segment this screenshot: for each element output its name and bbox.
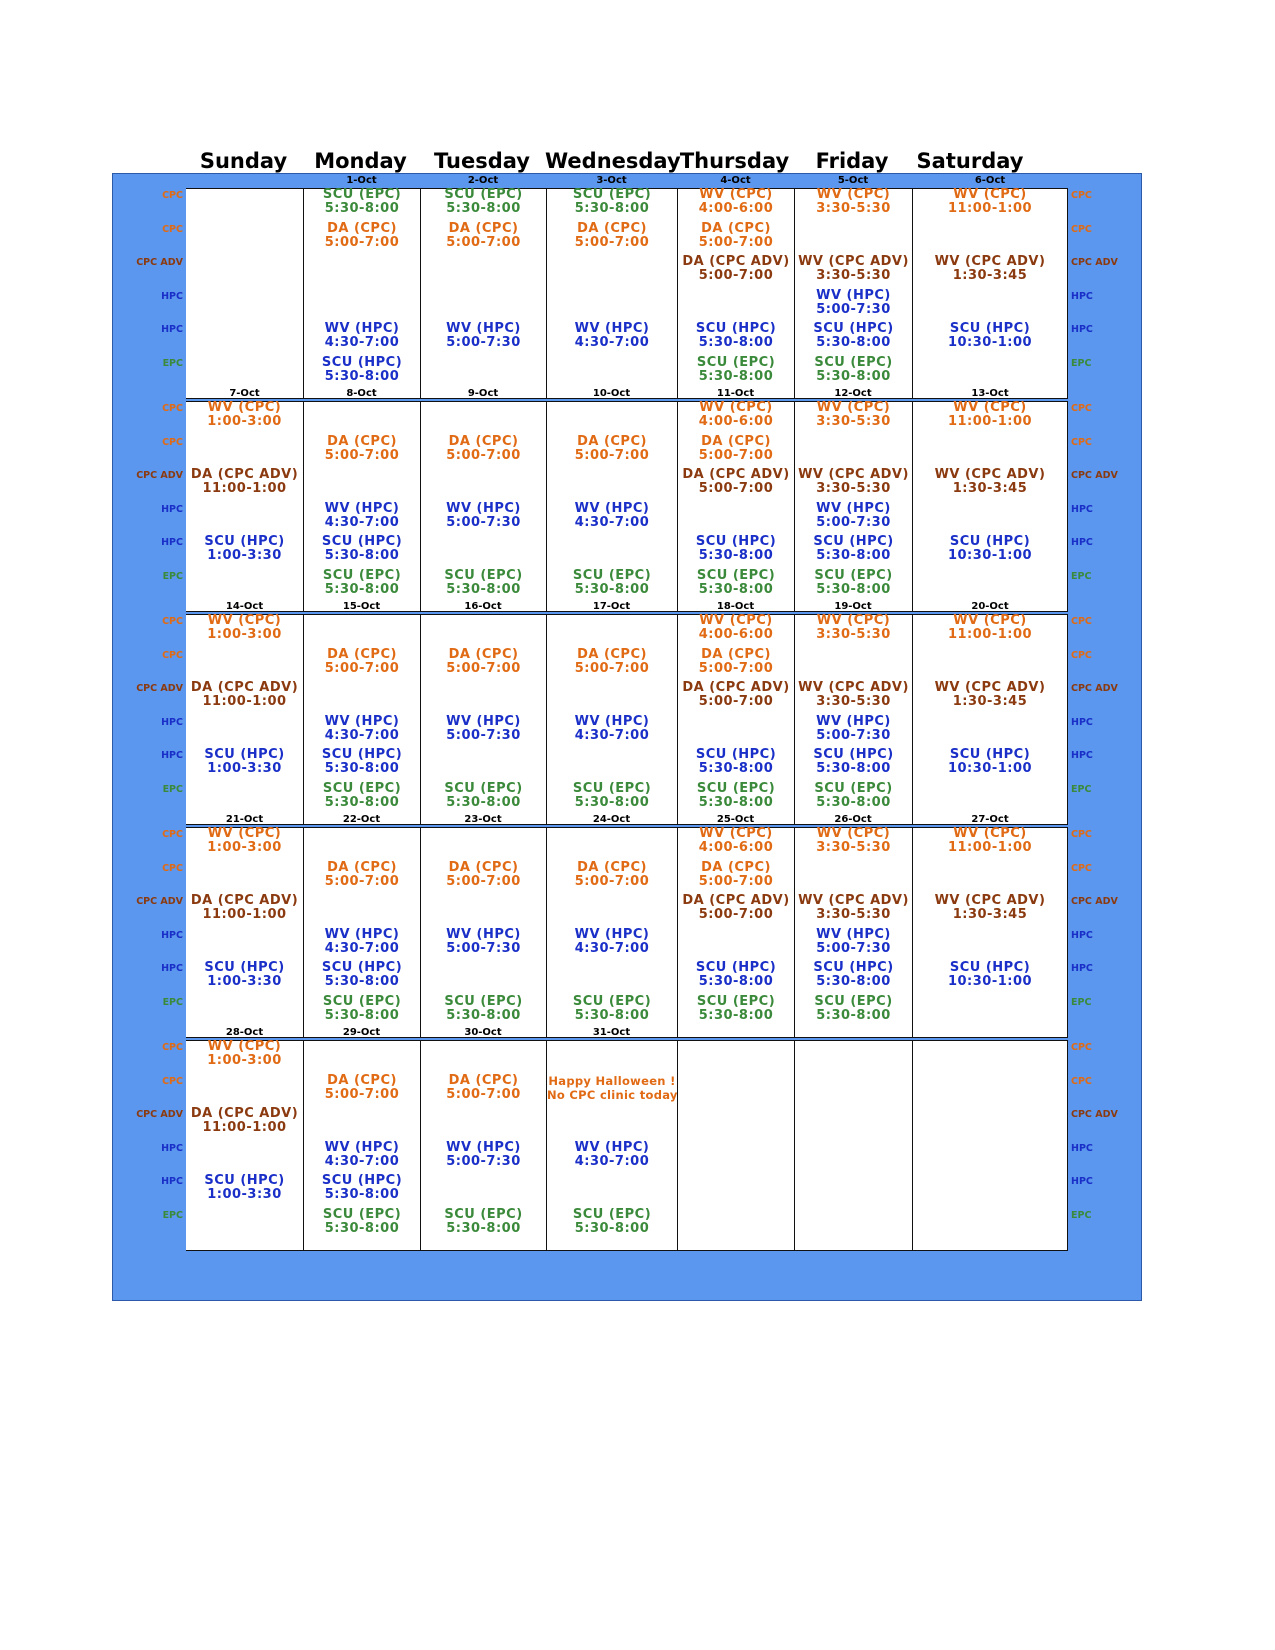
clinic-entry: SCU (HPC) 1:00-3:30 xyxy=(204,960,285,989)
row-label-right: HPC xyxy=(1071,291,1093,302)
row-label-right: HPC xyxy=(1071,1143,1093,1154)
date-label: 29-Oct xyxy=(342,1027,381,1038)
week-row xyxy=(113,174,1143,399)
clinic-entry: DA (CPC) 5:00-7:00 xyxy=(446,221,521,250)
clinic-entry: WV (CPC) 11:00-1:00 xyxy=(947,400,1033,429)
calendar-header xyxy=(0,0,1275,175)
clinic-entry: WV (CPC ADV) 3:30-5:30 xyxy=(798,254,909,283)
week-row xyxy=(113,1026,1143,1251)
week-row xyxy=(113,387,1143,612)
clinic-entry: SCU (EPC) 5:30-8:00 xyxy=(444,994,523,1023)
clinic-entry: SCU (EPC) 5:30-8:00 xyxy=(572,568,652,597)
clinic-entry: SCU (EPC) 5:30-8:00 xyxy=(696,568,776,597)
row-label-left: HPC xyxy=(161,291,183,302)
row-label-right: HPC xyxy=(1071,717,1093,728)
clinic-entry: SCU (EPC) 5:30-8:00 xyxy=(322,781,402,810)
clinic-entry: WV (CPC ADV) 1:30-3:45 xyxy=(934,893,1046,922)
clinic-entry: WV (CPC) 3:30-5:30 xyxy=(816,187,891,216)
date-label: 28-Oct xyxy=(225,1027,264,1038)
clinic-entry: WV (CPC ADV) 1:30-3:45 xyxy=(934,680,1046,709)
day-cell xyxy=(546,188,677,399)
clinic-entry: SCU (HPC) 10:30-1:00 xyxy=(947,747,1033,776)
clinic-entry: WV (HPC) 4:30-7:00 xyxy=(324,501,400,530)
date-label: 23-Oct xyxy=(464,814,502,825)
date-label: 20-Oct xyxy=(971,601,1009,612)
clinic-entry: WV (HPC) 4:30-7:00 xyxy=(574,714,650,743)
clinic-entry: SCU (HPC) 5:30-8:00 xyxy=(321,960,403,989)
clinic-entry: SCU (HPC) 5:30-8:00 xyxy=(813,960,894,989)
day-cell xyxy=(794,188,912,399)
row-label-left: HPC xyxy=(161,324,183,335)
row-label-left: CPC xyxy=(162,403,183,414)
row-label-left: CPC xyxy=(162,863,183,874)
clinic-entry: SCU (HPC) 10:30-1:00 xyxy=(947,534,1033,563)
clinic-entry: WV (CPC) 4:00-6:00 xyxy=(698,187,774,216)
clinic-entry: WV (CPC) 4:00-6:00 xyxy=(698,613,774,642)
date-label: 21-Oct xyxy=(225,814,264,825)
clinic-entry: DA (CPC) 5:00-7:00 xyxy=(324,860,400,889)
clinic-entry: WV (CPC) 1:00-3:00 xyxy=(207,1039,282,1068)
date-label xyxy=(794,1026,912,1040)
row-label-right: CPC xyxy=(1071,403,1092,414)
row-label-right: CPC xyxy=(1071,616,1092,627)
day-cell xyxy=(546,614,677,825)
clinic-entry: DA (CPC) 5:00-7:00 xyxy=(574,647,650,676)
day-header-friday: Friday xyxy=(815,149,889,173)
day-cell xyxy=(303,827,420,1038)
clinic-entry: SCU (EPC) 5:30-8:00 xyxy=(572,1207,652,1236)
clinic-entry: WV (CPC) 11:00-1:00 xyxy=(947,826,1033,855)
clinic-entry: WV (HPC) 4:30-7:00 xyxy=(324,1140,400,1169)
clinic-entry: WV (HPC) 5:00-7:30 xyxy=(446,927,521,956)
row-label-right: HPC xyxy=(1071,930,1093,941)
row-label-left: EPC xyxy=(162,1210,183,1221)
row-label-left: EPC xyxy=(162,997,183,1008)
clinic-entry: SCU (EPC) 5:30-8:00 xyxy=(814,994,893,1023)
day-cell xyxy=(677,827,794,1038)
clinic-entry: WV (CPC) 1:00-3:00 xyxy=(207,826,282,855)
clinic-entry: SCU (HPC) 5:30-8:00 xyxy=(695,321,777,350)
clinic-entry: SCU (EPC) 5:30-8:00 xyxy=(444,568,523,597)
clinic-entry: DA (CPC ADV) 11:00-1:00 xyxy=(190,467,299,496)
clinic-entry: WV (CPC ADV) 3:30-5:30 xyxy=(798,893,909,922)
day-header-tuesday: Tuesday xyxy=(434,149,530,173)
clinic-entry: WV (HPC) 4:30-7:00 xyxy=(324,321,400,350)
day-cell xyxy=(912,188,1068,399)
row-label-left: CPC ADV xyxy=(136,1109,183,1120)
clinic-entry: SCU (HPC) 1:00-3:30 xyxy=(204,534,285,563)
day-cell xyxy=(420,614,546,825)
row-label-right: HPC xyxy=(1071,537,1093,548)
clinic-entry: SCU (EPC) 5:30-8:00 xyxy=(814,781,893,810)
date-label: 15-Oct xyxy=(342,601,381,612)
row-label-left: CPC ADV xyxy=(136,683,183,694)
clinic-entry: SCU (EPC) 5:30-8:00 xyxy=(572,994,652,1023)
date-label xyxy=(186,174,303,188)
day-cell xyxy=(912,1040,1068,1251)
clinic-entry: SCU (EPC) 5:30-8:00 xyxy=(572,781,652,810)
row-label-left: CPC xyxy=(162,190,183,201)
clinic-entry: SCU (HPC) 5:30-8:00 xyxy=(695,534,777,563)
row-label-left: HPC xyxy=(161,930,183,941)
day-cell xyxy=(186,827,303,1038)
row-label-right: CPC xyxy=(1071,437,1092,448)
day-cell xyxy=(912,827,1068,1038)
week-row xyxy=(113,600,1143,825)
clinic-entry: DA (CPC) 5:00-7:00 xyxy=(446,1073,521,1102)
clinic-entry: WV (HPC) 5:00-7:30 xyxy=(446,321,521,350)
row-label-left: HPC xyxy=(161,504,183,515)
clinic-entry: SCU (HPC) 5:30-8:00 xyxy=(695,747,777,776)
row-label-right: CPC xyxy=(1071,863,1092,874)
date-label: 24-Oct xyxy=(592,814,631,825)
date-label: 27-Oct xyxy=(971,814,1009,825)
day-cell xyxy=(546,401,677,612)
day-header-sunday: Sunday xyxy=(199,149,288,173)
clinic-entry: SCU (EPC) 5:30-8:00 xyxy=(322,568,402,597)
clinic-entry: SCU (EPC) 5:30-8:00 xyxy=(814,568,893,597)
day-cell xyxy=(303,188,420,399)
row-label-left: CPC xyxy=(162,829,183,840)
row-label-left: HPC xyxy=(161,537,183,548)
day-cell xyxy=(794,1040,912,1251)
clinic-entry: WV (HPC) 4:30-7:00 xyxy=(574,501,650,530)
row-label-right: CPC ADV xyxy=(1071,470,1118,481)
clinic-entry: WV (CPC) 1:00-3:00 xyxy=(207,400,282,429)
day-header-thursday: Thursday xyxy=(679,149,790,173)
day-cell xyxy=(186,401,303,612)
clinic-entry: SCU (EPC) 5:30-8:00 xyxy=(444,187,523,216)
clinic-entry: DA (CPC ADV) 11:00-1:00 xyxy=(190,1106,299,1135)
day-cell xyxy=(677,614,794,825)
row-label-right: CPC ADV xyxy=(1071,683,1118,694)
clinic-entry: SCU (HPC) 5:30-8:00 xyxy=(813,747,894,776)
day-cell xyxy=(794,614,912,825)
clinic-entry: DA (CPC) 5:00-7:00 xyxy=(574,221,650,250)
clinic-entry: DA (CPC) 5:00-7:00 xyxy=(446,434,521,463)
row-label-left: EPC xyxy=(162,784,183,795)
day-cell xyxy=(677,188,794,399)
row-label-right: EPC xyxy=(1071,571,1092,582)
date-label: 13-Oct xyxy=(971,388,1009,399)
clinic-entry: SCU (HPC) 1:00-3:30 xyxy=(204,747,285,776)
clinic-entry: SCU (HPC) 5:30-8:00 xyxy=(321,1173,403,1202)
clinic-entry: DA (CPC) 5:00-7:00 xyxy=(698,647,774,676)
date-label: 1-Oct xyxy=(346,175,377,186)
clinic-entry: DA (CPC) 5:00-7:00 xyxy=(574,860,650,889)
day-cell xyxy=(794,827,912,1038)
date-label: 11-Oct xyxy=(716,388,755,399)
date-label: 16-Oct xyxy=(464,601,502,612)
date-label: 3-Oct xyxy=(596,175,627,186)
clinic-entry: WV (CPC) 1:00-3:00 xyxy=(207,613,282,642)
date-label: 12-Oct xyxy=(834,388,872,399)
day-cell xyxy=(912,614,1068,825)
date-label: 2-Oct xyxy=(467,175,499,186)
date-label: 22-Oct xyxy=(342,814,381,825)
holiday-note: Happy Halloween ! No CPC clinic today xyxy=(547,1074,678,1102)
clinic-entry: SCU (HPC) 5:30-8:00 xyxy=(813,534,894,563)
clinic-entry: WV (HPC) 5:00-7:30 xyxy=(816,288,891,317)
clinic-entry: SCU (EPC) 5:30-8:00 xyxy=(322,994,402,1023)
date-label: 9-Oct xyxy=(467,388,499,399)
row-label-left: HPC xyxy=(161,717,183,728)
clinic-entry: DA (CPC) 5:00-7:00 xyxy=(698,860,774,889)
clinic-entry: WV (HPC) 4:30-7:00 xyxy=(324,927,400,956)
clinic-entry: SCU (HPC) 1:00-3:30 xyxy=(204,1173,285,1202)
day-cell xyxy=(677,401,794,612)
row-label-left: HPC xyxy=(161,1143,183,1154)
clinic-entry: SCU (EPC) 5:30-8:00 xyxy=(322,1207,402,1236)
day-cell xyxy=(303,614,420,825)
clinic-entry: WV (CPC ADV) 1:30-3:45 xyxy=(934,254,1046,283)
row-label-right: CPC ADV xyxy=(1071,1109,1118,1120)
clinic-entry: SCU (EPC) 5:30-8:00 xyxy=(696,781,776,810)
clinic-entry: WV (HPC) 5:00-7:30 xyxy=(816,501,891,530)
day-header-wednesday: Wednesday xyxy=(545,149,681,173)
date-label: 7-Oct xyxy=(229,388,260,399)
row-label-right: CPC xyxy=(1071,1076,1092,1087)
row-label-right: HPC xyxy=(1071,750,1093,761)
date-label: 26-Oct xyxy=(834,814,872,825)
day-cell xyxy=(303,401,420,612)
clinic-entry: SCU (EPC) 5:30-8:00 xyxy=(814,355,893,384)
row-label-left: HPC xyxy=(161,1176,183,1187)
row-label-left: CPC xyxy=(162,616,183,627)
clinic-entry: SCU (HPC) 5:30-8:00 xyxy=(321,534,403,563)
date-label: 14-Oct xyxy=(225,601,264,612)
clinic-entry: SCU (EPC) 5:30-8:00 xyxy=(572,187,652,216)
clinic-entry: WV (CPC) 3:30-5:30 xyxy=(816,826,891,855)
clinic-entry: WV (CPC) 4:00-6:00 xyxy=(698,400,774,429)
clinic-entry: DA (CPC ADV) 11:00-1:00 xyxy=(190,893,299,922)
clinic-entry: SCU (HPC) 5:30-8:00 xyxy=(695,960,777,989)
date-label: 25-Oct xyxy=(716,814,755,825)
day-cell xyxy=(186,614,303,825)
row-label-left: CPC xyxy=(162,650,183,661)
row-label-left: EPC xyxy=(162,571,183,582)
date-label: 30-Oct xyxy=(464,1027,502,1038)
row-label-right: HPC xyxy=(1071,324,1093,335)
date-label xyxy=(677,1026,794,1040)
row-label-right: HPC xyxy=(1071,504,1093,515)
row-label-right: CPC xyxy=(1071,1042,1092,1053)
clinic-entry: SCU (EPC) 5:30-8:00 xyxy=(444,781,523,810)
calendar-grid xyxy=(112,173,1142,1301)
day-cell xyxy=(794,401,912,612)
clinic-entry: DA (CPC) 5:00-7:00 xyxy=(698,221,774,250)
clinic-entry: WV (CPC ADV) 1:30-3:45 xyxy=(934,467,1046,496)
clinic-entry: DA (CPC) 5:00-7:00 xyxy=(324,434,400,463)
day-cell xyxy=(420,827,546,1038)
clinic-entry: DA (CPC ADV) 5:00-7:00 xyxy=(682,467,790,496)
clinic-entry: SCU (EPC) 5:30-8:00 xyxy=(696,994,776,1023)
clinic-entry: SCU (EPC) 5:30-8:00 xyxy=(322,187,402,216)
clinic-entry: WV (CPC) 3:30-5:30 xyxy=(816,400,891,429)
week-row xyxy=(113,813,1143,1038)
clinic-entry: DA (CPC ADV) 5:00-7:00 xyxy=(682,680,790,709)
clinic-entry: SCU (HPC) 5:30-8:00 xyxy=(321,747,403,776)
row-label-right: CPC xyxy=(1071,829,1092,840)
date-label: 4-Oct xyxy=(720,175,751,186)
clinic-entry: WV (HPC) 4:30-7:00 xyxy=(324,714,400,743)
clinic-entry: WV (HPC) 5:00-7:30 xyxy=(446,714,521,743)
clinic-entry: DA (CPC) 5:00-7:00 xyxy=(324,1073,400,1102)
clinic-entry: WV (HPC) 5:00-7:30 xyxy=(816,714,891,743)
clinic-entry: WV (HPC) 5:00-7:30 xyxy=(816,927,891,956)
row-label-right: CPC ADV xyxy=(1071,896,1118,907)
row-label-left: EPC xyxy=(162,358,183,369)
date-label: 17-Oct xyxy=(592,601,631,612)
clinic-entry: WV (CPC ADV) 3:30-5:30 xyxy=(798,467,909,496)
clinic-entry: DA (CPC) 5:00-7:00 xyxy=(574,434,650,463)
row-label-left: CPC xyxy=(162,437,183,448)
day-cell xyxy=(546,827,677,1038)
day-header-monday: Monday xyxy=(314,149,407,173)
day-cell xyxy=(420,188,546,399)
date-label: 5-Oct xyxy=(837,175,869,186)
row-label-right: EPC xyxy=(1071,784,1092,795)
day-cell xyxy=(677,1040,794,1251)
row-label-right: HPC xyxy=(1071,963,1093,974)
day-cell xyxy=(186,1040,303,1251)
row-label-left: HPC xyxy=(161,963,183,974)
row-label-right: CPC xyxy=(1071,190,1092,201)
clinic-entry: SCU (HPC) 5:30-8:00 xyxy=(321,355,403,384)
clinic-entry: DA (CPC ADV) 5:00-7:00 xyxy=(682,893,790,922)
row-label-right: EPC xyxy=(1071,997,1092,1008)
day-cell xyxy=(420,1040,546,1251)
row-label-left: CPC ADV xyxy=(136,257,183,268)
clinic-entry: DA (CPC ADV) 11:00-1:00 xyxy=(190,680,299,709)
clinic-entry: SCU (EPC) 5:30-8:00 xyxy=(696,355,776,384)
clinic-entry: SCU (EPC) 5:30-8:00 xyxy=(444,1207,523,1236)
clinic-entry: SCU (HPC) 10:30-1:00 xyxy=(947,960,1033,989)
row-label-left: HPC xyxy=(161,750,183,761)
day-cell xyxy=(186,188,303,399)
clinic-entry: DA (CPC) 5:00-7:00 xyxy=(324,647,400,676)
day-cell xyxy=(303,1040,420,1251)
date-label: 19-Oct xyxy=(834,601,872,612)
row-label-right: EPC xyxy=(1071,1210,1092,1221)
row-label-right: HPC xyxy=(1071,1176,1093,1187)
day-cell xyxy=(546,1040,677,1251)
clinic-entry: WV (CPC) 3:30-5:30 xyxy=(816,613,891,642)
date-label: 8-Oct xyxy=(346,388,377,399)
clinic-entry: WV (CPC) 11:00-1:00 xyxy=(947,613,1033,642)
date-label: 18-Oct xyxy=(716,601,755,612)
clinic-entry: WV (HPC) 4:30-7:00 xyxy=(574,321,650,350)
day-cell xyxy=(912,401,1068,612)
clinic-entry: SCU (HPC) 10:30-1:00 xyxy=(947,321,1033,350)
date-label: 31-Oct xyxy=(592,1027,631,1038)
row-label-right: CPC ADV xyxy=(1071,257,1118,268)
date-label: 6-Oct xyxy=(974,175,1006,186)
clinic-entry: WV (HPC) 5:00-7:30 xyxy=(446,501,521,530)
row-label-left: CPC ADV xyxy=(136,896,183,907)
row-label-left: CPC xyxy=(162,1042,183,1053)
clinic-entry: DA (CPC) 5:00-7:00 xyxy=(324,221,400,250)
clinic-entry: DA (CPC) 5:00-7:00 xyxy=(446,647,521,676)
clinic-entry: DA (CPC) 5:00-7:00 xyxy=(698,434,774,463)
clinic-entry: WV (HPC) 5:00-7:30 xyxy=(446,1140,521,1169)
date-label: 10-Oct xyxy=(592,388,631,399)
row-label-right: CPC xyxy=(1071,224,1092,235)
row-label-right: CPC xyxy=(1071,650,1092,661)
date-label xyxy=(912,1026,1068,1040)
day-cell xyxy=(420,401,546,612)
clinic-entry: DA (CPC ADV) 5:00-7:00 xyxy=(682,254,790,283)
day-header-saturday: Saturday xyxy=(916,149,1024,173)
clinic-entry: WV (CPC) 4:00-6:00 xyxy=(698,826,774,855)
row-label-left: CPC ADV xyxy=(136,470,183,481)
clinic-entry: SCU (HPC) 5:30-8:00 xyxy=(813,321,894,350)
clinic-entry: DA (CPC) 5:00-7:00 xyxy=(446,860,521,889)
row-label-left: CPC xyxy=(162,1076,183,1087)
clinic-entry: WV (HPC) 4:30-7:00 xyxy=(574,927,650,956)
row-label-left: CPC xyxy=(162,224,183,235)
row-label-right: EPC xyxy=(1071,358,1092,369)
clinic-entry: WV (CPC ADV) 3:30-5:30 xyxy=(798,680,909,709)
clinic-entry: WV (CPC) 11:00-1:00 xyxy=(947,187,1033,216)
clinic-entry: WV (HPC) 4:30-7:00 xyxy=(574,1140,650,1169)
